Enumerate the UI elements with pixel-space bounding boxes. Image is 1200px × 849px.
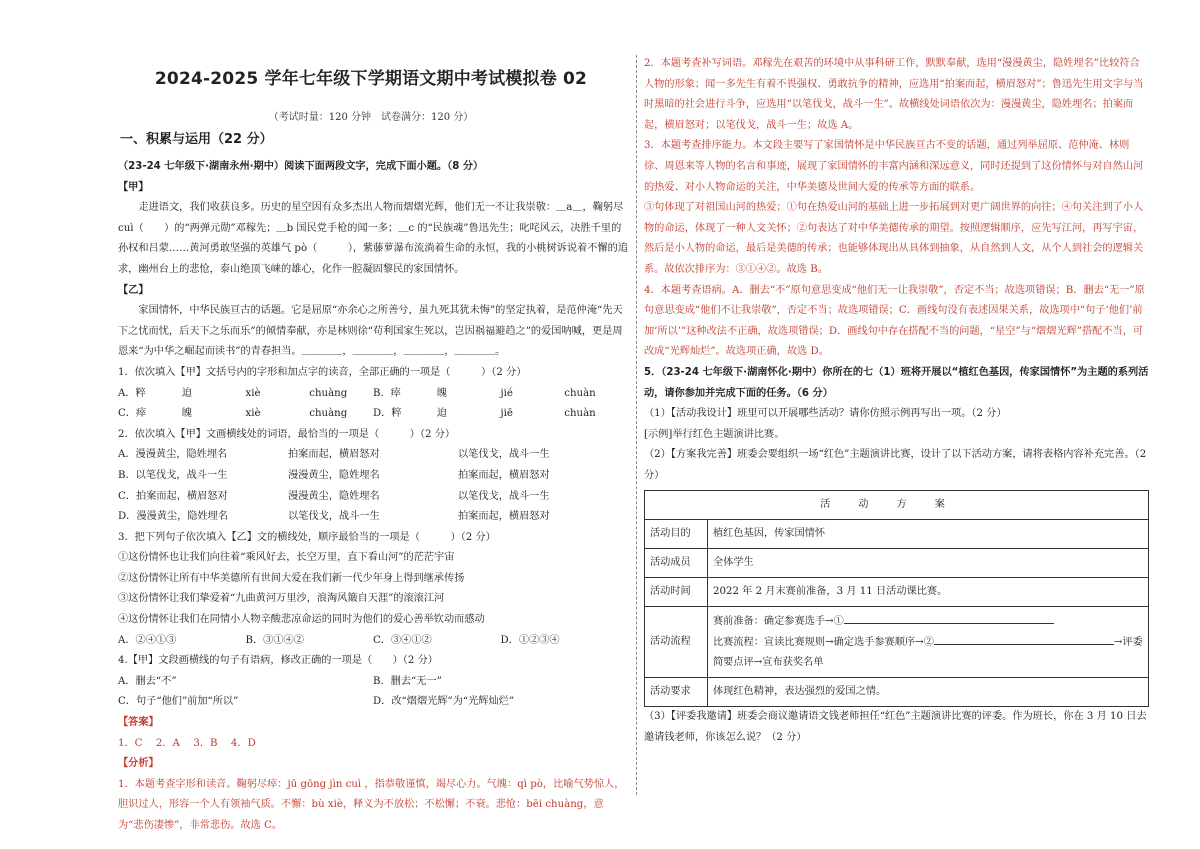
row-label: 活动流程 bbox=[645, 607, 708, 678]
row-value: 体现红色精神，表达强烈的爱国之情。 bbox=[708, 678, 1149, 707]
right-body bbox=[644, 54, 1149, 749]
q3-options bbox=[118, 631, 628, 652]
q5-part-3: （3）【评委我邀请】班委会商议邀请语文钱老师担任“红色”主题演讲比赛的评委。作为班长，你在 3 月 10 日去邀请钱老师，你该怎么说？（2 分） bbox=[644, 711, 1147, 744]
q2-option-d bbox=[118, 507, 628, 528]
q3-sentence-4: ④这份情怀让我们在同情小人物辛酸悲凉命运的同时为他们的爱心善举钦动而感动 bbox=[118, 614, 485, 626]
q2-stem: 2．依次填入【甲】文画横线处的词语，最恰当的一项是（ ）（2 分） bbox=[118, 428, 456, 440]
table-row bbox=[645, 607, 1149, 678]
q4-option-a: A．删去“不” bbox=[118, 675, 177, 687]
q3-option-a: A．②④①③ bbox=[118, 634, 177, 646]
q1-option-c-3: xiè bbox=[245, 408, 261, 420]
q1-option-a-3: xiè bbox=[245, 387, 261, 399]
table-title: 活动方案 bbox=[645, 491, 1149, 520]
q2-c-1: C．拍案而起，横眉怒对 bbox=[118, 490, 228, 502]
page-title: 2024-2025 学年七年级下学期语文期中考试模拟卷 02 bbox=[154, 69, 588, 89]
q1-option-b-3: jié bbox=[500, 387, 513, 399]
flow-step-1: 赛前准备：确定参赛选手→① bbox=[713, 616, 844, 628]
row-label: 活动要求 bbox=[645, 678, 708, 707]
q2-d-1: D．漫漫黄尘，隐姓埋名 bbox=[118, 511, 229, 523]
q5-example: [示例]举行红色主题演讲比赛。 bbox=[644, 428, 785, 440]
q4-option-b: B．删去“无一” bbox=[373, 675, 442, 687]
q1-option-b-4: chuàn bbox=[564, 387, 596, 399]
q1-option-b-2: 魄 bbox=[436, 387, 447, 399]
q2-d-2: 以笔伐戈，战斗一生 bbox=[288, 511, 380, 523]
q1-option-c-4: chuàng bbox=[309, 408, 348, 420]
q2-c-3: 以笔伐戈，战斗一生 bbox=[458, 490, 550, 502]
q3-sentence-1: ①这份情怀也让我们向往着“乘风好去，长空万里，直下看山河”的茫茫宇宙 bbox=[118, 552, 455, 564]
q3-option-b: B．③①④② bbox=[245, 634, 304, 646]
analysis-3: 3．本题考查排序能力。本文段主要写了家国情怀是中华民族亘古不变的话题，通过列举屈原、范仲淹、林则徐、周恩来等人物的名言和事迹，展现了家国情怀的丰富内涵和深远意义，同时还提到了这份情怀与对自然山河的热爱、对小人物命运的关注，中华美德及世间大爱的传承等方面的联系。 bbox=[644, 140, 1144, 193]
q2-option-c bbox=[118, 487, 628, 508]
row-value bbox=[708, 607, 1149, 678]
q2-c-2: 漫漫黄尘，隐姓埋名 bbox=[288, 490, 380, 502]
q2-option-b bbox=[118, 466, 628, 487]
q1-options-row-1 bbox=[118, 384, 628, 405]
q2-option-a bbox=[118, 445, 628, 466]
q4-options-row-1 bbox=[118, 672, 628, 693]
q5-part-1: （1）【活动我设计】班里可以开展哪些活动？请你仿照示例再写出一项。（2 分） bbox=[644, 408, 1007, 420]
yi-label: 【乙】 bbox=[118, 284, 149, 296]
left-column bbox=[112, 0, 630, 849]
row-label: 活动目的 bbox=[645, 520, 708, 549]
question-intro: （23-24 七年级下·湖南永州·期中）阅读下面两段文字，完成下面小题。（8 分） bbox=[118, 161, 484, 172]
answer-blank-1[interactable] bbox=[844, 611, 1054, 624]
table-row bbox=[645, 549, 1149, 578]
q2-d-3: 拍案而起，横眉怒对 bbox=[458, 511, 550, 523]
jia-label: 【甲】 bbox=[118, 181, 149, 193]
q1-option-d: D．粹 bbox=[373, 408, 402, 420]
analysis-1: 1．本题考查字形和读音。鞠躬尽瘁：jū gōng jìn cuì ，指恭敬谨慎，竭尽心力。气魄：qì pò，比喻气势惊人，胆识过人，形容一个人有领袖气质。不懈：bù xiè，释义为不放松；不松懈；不衰。悲怆：bēi chuàng，意为“悲伤凄惨”，非常悲伤。故选 C。 bbox=[118, 778, 625, 831]
answer-label: 【答案】 bbox=[118, 717, 159, 729]
row-label: 活动时间 bbox=[645, 578, 708, 607]
q3-stem: 3．把下列句子依次填入【乙】文的横线处，顺序最恰当的一项是（ ）（2 分） bbox=[118, 531, 496, 543]
q4-stem: 4.【甲】文段画横线的句子有语病，修改正确的一项是（ ）（2 分） bbox=[118, 655, 438, 667]
table-row bbox=[645, 520, 1149, 549]
q4-options-row-2 bbox=[118, 692, 628, 713]
column-divider bbox=[636, 55, 637, 795]
q1-option-d-4: chuàn bbox=[564, 408, 596, 420]
q1-option-a: A．粹 bbox=[118, 387, 146, 399]
q1-option-c: C．瘁 bbox=[118, 408, 147, 420]
analysis-4: 4．本题考查语病。A．删去“不”原句意思变成“他们无一让我崇敬”，否定不当；故选项错误；B．删去“无一”原句意思变成“他们不让我崇敬”，否定不当；故选项错误；C．画线句没有表述因果关系，故选项中“句子‘他们’前加‘所以’”这种改法不正确，故选项错误；D．画线句中存在搭配不当的问题，“星空”与“熠熠光辉”搭配不当，可改成“光辉灿烂”。故选项正确，故选 D。 bbox=[644, 284, 1145, 358]
flow-line-2 bbox=[713, 632, 1143, 673]
right-column bbox=[644, 0, 1149, 849]
q4-option-c: C．句子“他们”前加“所以” bbox=[118, 696, 239, 708]
q1-option-d-2: 迫 bbox=[436, 408, 447, 420]
q2-a-3: 以笔伐戈，战斗一生 bbox=[458, 449, 550, 461]
q1-option-d-3: jiē bbox=[500, 408, 513, 420]
q1-option-c-2: 魄 bbox=[181, 408, 192, 420]
row-value: 全体学生 bbox=[708, 549, 1149, 578]
activity-plan-table bbox=[644, 490, 1149, 707]
q1-stem: 1．依次填入【甲】文括号内的字形和加点字的读音，全部正确的一项是（ ）（2 分） bbox=[118, 366, 527, 378]
q5-stem: 5．（23-24 七年级下·湖南怀化·期中）你所在的七（1）班将开展以“植红色基因，传家国情怀”为主题的系列活动，请你参加并完成下面的任务。（6 分） bbox=[644, 366, 1149, 399]
flow-step-2: 比赛流程：宣读比赛规则→确定选手参赛顺序→② bbox=[713, 637, 934, 649]
analysis-2: 2．本题考查补写词语。邓稼先在艰苦的环境中从事科研工作，默默奉献，选用“漫漫黄尘，隐姓埋名”比较符合人物的形象；闻一多先生有着不畏强权、勇敢抗争的精神，应选用“拍案而起，横眉怒对”；鲁迅先生用文字与当时黑暗的社会进行斗争，应选用“以笔伐戈，战斗一生”。故横线处词语依次为：漫漫黄尘，隐姓埋名；拍案而起，横眉怒对；以笔伐戈，战斗一生；故选 A。 bbox=[644, 58, 1144, 131]
q2-b-1: B．以笔伐戈，战斗一生 bbox=[118, 469, 228, 481]
q4-option-d: D．改“熠熠光辉”为“光辉灿烂” bbox=[373, 696, 515, 708]
exam-info: （考试时量：120 分钟 试卷满分：120 分） bbox=[268, 112, 474, 123]
q3-sentence-3: ③这份情怀让我们挚爱着“九曲黄河万里沙，浪淘风簸自天涯”的滚滚江河 bbox=[118, 593, 445, 605]
left-body bbox=[118, 157, 628, 837]
row-value: 2022 年 2 月末赛前准备，3 月 11 日活动课比赛。 bbox=[708, 578, 1149, 607]
table-row bbox=[645, 578, 1149, 607]
q3-option-d: D．①②③④ bbox=[500, 634, 560, 646]
q2-a-1: A．漫漫黄尘，隐姓埋名 bbox=[118, 449, 228, 461]
q1-option-a-4: chuàng bbox=[309, 387, 348, 399]
row-value: 植红色基因，传家国情怀 bbox=[708, 520, 1149, 549]
q1-options-row-2 bbox=[118, 404, 628, 425]
table-header-row bbox=[645, 491, 1149, 520]
analysis-3-cont: ③句体现了对祖国山河的热爱；①句在热爱山河的基础上进一步拓展到对更广阔世界的向往；④句关注到了小人物的命运，体现了一种人文关怀；②句表达了对中华美德传承的期望。按照逻辑顺序，应先写江河，再写宇宙，然后是小人物的命运，最后是美德的传承；也能够体现出从具体到抽象，从自然到人文，从个人到社会的逻辑关系。故依次排序为：③①④②。故选 B。 bbox=[644, 202, 1144, 275]
q5-part-2: （2）【方案我完善】班委会要组织一场“红色”主题演讲比赛，设计了以下活动方案，请将表格内容补充完善。（2 分） bbox=[644, 449, 1147, 481]
jia-passage: 走进语文，我们收获良多。历史的星空因有众多杰出人物而熠熠光辉，他们无一不让我崇敬：＿a＿，鞠躬尽 cuì（ ）的“两弹元勋”邓稼先；＿b 国民党手枪的闻一多；＿c 的“民族魂”鲁迅先生；叱咤风云，决胜千里的孙权和吕蒙……黄河勇敢坚强的英雄气 pò（ ），紫藤萝瀑布流淌着生命的永恒，我的小桃树诉说着不懈的追求，幽州台上的悲怆，泰山绝顶飞崃的雄心，化作一腔凝固黎民的家国情怀。 bbox=[118, 202, 628, 275]
yi-passage: 家国情怀，中华民族亘古的话题。它是屈原“亦余心之所善兮，虽九死其犹未悔”的坚定执着，是范仲淹“先天下之忧而忧，后天下之乐而乐”的倾情奉献，亦是林则徐“苟利国家生死以，岂因祸福避趋之”的爱国呐喊，更是周恩来“为中华之崛起而读书”的青春担当。＿＿＿＿，＿＿＿＿，＿＿＿＿，＿＿＿＿。 bbox=[118, 305, 623, 358]
table-row bbox=[645, 678, 1149, 707]
q2-b-2: 漫漫黄尘，隐姓埋名 bbox=[288, 469, 380, 481]
q1-option-a-2: 迫 bbox=[181, 387, 192, 399]
flow-line-1 bbox=[713, 611, 1143, 632]
section-heading: 一、积累与运用（22 分） bbox=[120, 132, 273, 147]
row-label: 活动成员 bbox=[645, 549, 708, 578]
q1-option-b: B．瘁 bbox=[373, 387, 401, 399]
analysis-label: 【分析】 bbox=[118, 758, 159, 770]
q2-a-2: 拍案而起，横眉怒对 bbox=[288, 449, 380, 461]
q3-option-c: C．③④①② bbox=[373, 634, 432, 646]
q3-sentence-2: ②这份情怀让所有中华美德所有世间大爱在我们新一代少年身上得到继承传扬 bbox=[118, 572, 465, 584]
q2-b-3: 拍案而起，横眉怒对 bbox=[458, 469, 550, 481]
answer-text: 1．C 2．A 3．B 4．D bbox=[118, 737, 256, 749]
flow-step-3: →评委简要点评→宣布获奖名单 bbox=[713, 637, 1143, 669]
answer-blank-2[interactable] bbox=[934, 632, 1114, 645]
